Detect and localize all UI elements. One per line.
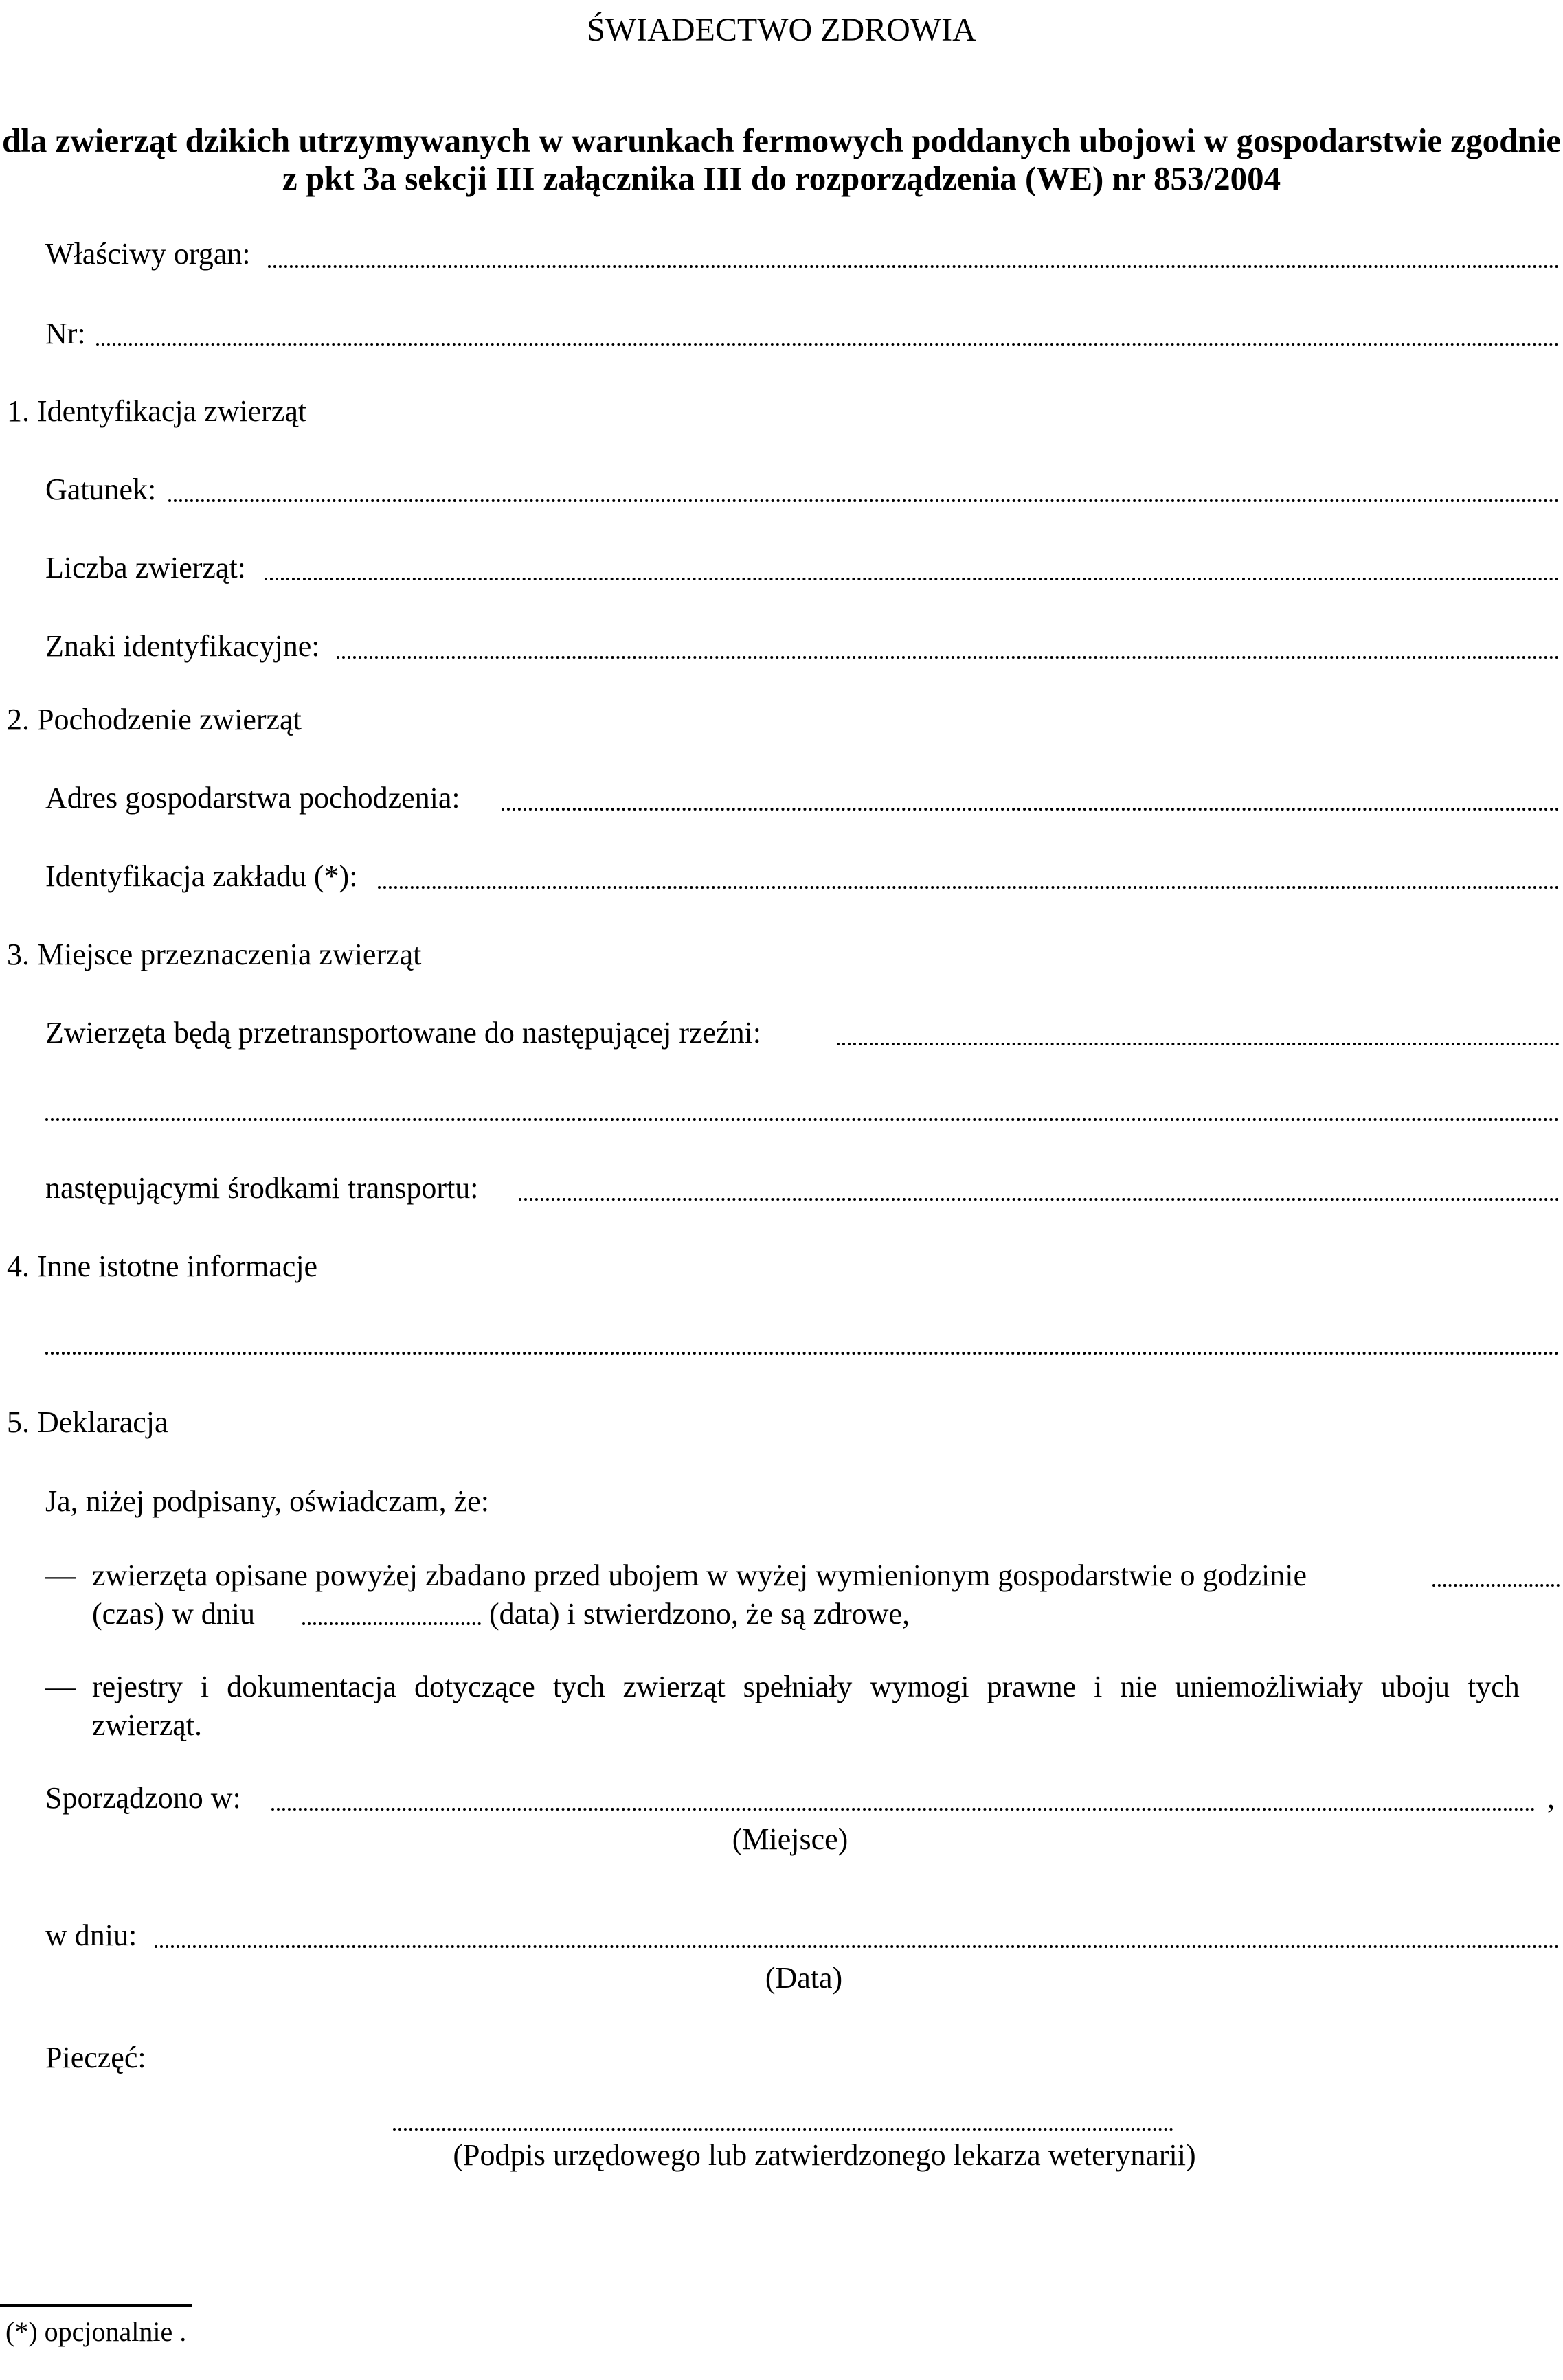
origin-address-field[interactable] bbox=[502, 808, 1560, 811]
examination-date-field[interactable] bbox=[302, 1622, 481, 1625]
establishment-id-field[interactable] bbox=[378, 886, 1560, 889]
date-field[interactable] bbox=[155, 1945, 1560, 1948]
species-field[interactable] bbox=[168, 499, 1560, 502]
signature-field[interactable] bbox=[393, 2128, 1173, 2131]
footnote-text: (*) opcjonalnie . bbox=[5, 2316, 187, 2347]
certificate-subtitle-line1: dla zwierząt dzikich utrzymywanych w warunkach fermowych poddanych ubojowi w gospodarstwie zgodnie bbox=[1, 122, 1561, 159]
place-caption: (Miejsce) bbox=[732, 1822, 848, 1856]
section5-heading: 5. Deklaracja bbox=[7, 1405, 168, 1439]
signature-caption: (Podpis urzędowego lub zatwierdzonego lekarza weterynarii) bbox=[453, 2138, 1196, 2172]
origin-address-label: Adres gospodarstwa pochodzenia: bbox=[45, 781, 460, 815]
examination-time-field[interactable] bbox=[1432, 1584, 1560, 1587]
declaration-item2-dash: — bbox=[45, 1670, 76, 1703]
animal-count-label: Liczba zwierząt: bbox=[45, 551, 246, 585]
transport-means-field[interactable] bbox=[519, 1198, 1560, 1201]
transport-means-label: następującymi środkami transportu: bbox=[45, 1171, 479, 1205]
identification-marks-field[interactable] bbox=[337, 656, 1560, 659]
declaration-item2-line2: zwierząt. bbox=[92, 1708, 202, 1742]
authority-label: Właściwy organ: bbox=[45, 237, 251, 271]
footnote-rule bbox=[0, 2304, 192, 2307]
number-label: Nr: bbox=[45, 317, 86, 350]
declaration-item1-time-text: (czas) w dniu bbox=[92, 1597, 256, 1631]
date-caption: (Data) bbox=[765, 1961, 843, 1995]
certificate-subtitle-line2: z pkt 3a sekcji III załącznika III do rozporządzenia (WE) nr 853/2004 bbox=[282, 159, 1281, 197]
stamp-label: Pieczęć: bbox=[45, 2041, 146, 2074]
establishment-id-label: Identyfikacja zakładu (*): bbox=[45, 859, 358, 893]
slaughterhouse-label: Zwierzęta będą przetransportowane do następującej rzeźni: bbox=[45, 1016, 762, 1050]
section2-heading: 2. Pochodzenie zwierząt bbox=[7, 703, 302, 736]
certificate-title: ŚWIADECTWO ZDROWIA bbox=[587, 12, 976, 48]
slaughterhouse-field-continued[interactable] bbox=[45, 1118, 1560, 1121]
authority-field[interactable] bbox=[268, 265, 1560, 268]
slaughterhouse-field[interactable] bbox=[837, 1043, 1560, 1045]
declaration-item1-date-text: (data) i stwierdzono, że są zdrowe, bbox=[489, 1597, 910, 1631]
species-label: Gatunek: bbox=[45, 473, 157, 506]
section3-heading: 3. Miejsce przeznaczenia zwierząt bbox=[7, 938, 422, 971]
place-field[interactable] bbox=[271, 1808, 1536, 1811]
animal-count-field[interactable] bbox=[265, 578, 1560, 580]
other-information-field[interactable] bbox=[45, 1352, 1560, 1355]
section4-heading: 4. Inne istotne informacje bbox=[7, 1249, 318, 1283]
declaration-item2-line1: rejestry i dokumentacja dotyczące tych zwierząt spełniały wymogi prawne i nie uniemożliwiały uboju tych bbox=[92, 1670, 1520, 1703]
declaration-item1-dash: — bbox=[45, 1559, 76, 1592]
declaration-item1-text: zwierzęta opisane powyżej zbadano przed ubojem w wyżej wymienionym gospodarstwie o godzinie bbox=[92, 1559, 1307, 1592]
date-label: w dniu: bbox=[45, 1918, 137, 1952]
place-label: Sporządzono w: bbox=[45, 1781, 241, 1815]
number-field[interactable] bbox=[96, 343, 1560, 346]
declaration-intro: Ja, niżej podpisany, oświadczam, że: bbox=[45, 1484, 489, 1518]
section1-heading: 1. Identyfikacja zwierząt bbox=[7, 394, 307, 428]
place-comma: , bbox=[1547, 1781, 1555, 1815]
identification-marks-label: Znaki identyfikacyjne: bbox=[45, 629, 320, 663]
